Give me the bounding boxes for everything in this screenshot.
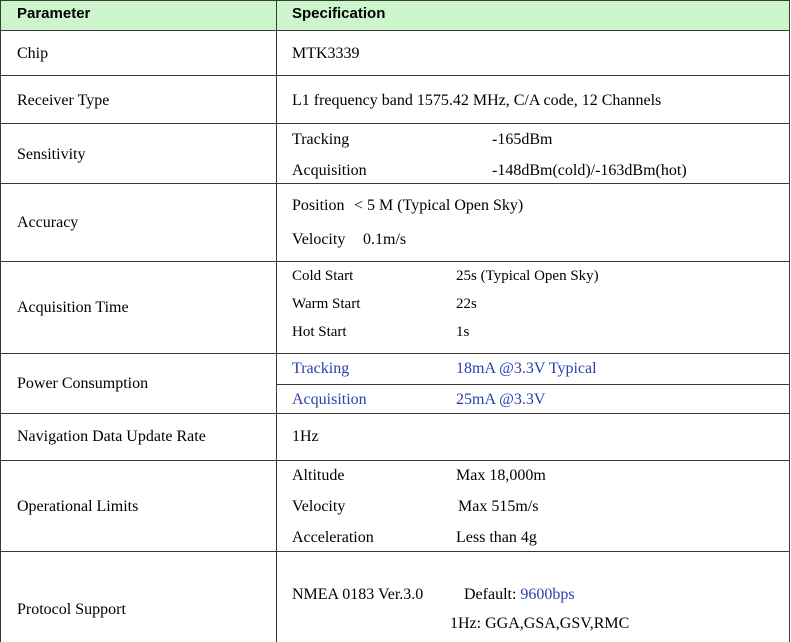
parameter-label: Power Consumption xyxy=(17,375,149,392)
parameter-label: Accuracy xyxy=(17,214,79,231)
spec-item-value: Max 18,000m xyxy=(456,467,546,484)
spec-item-value: < 5 M (Typical Open Sky) xyxy=(354,197,524,214)
parameter-label: Receiver Type xyxy=(17,92,110,109)
spec-item-value: -148dBm(cold)/-163dBm(hot) xyxy=(492,162,687,179)
spec-item-label: Hot Start xyxy=(292,324,347,340)
column-divider xyxy=(276,262,277,353)
column-divider xyxy=(276,184,277,261)
parameter-label: Protocol Support xyxy=(17,601,126,618)
parameter-label: Chip xyxy=(17,45,49,62)
column-divider xyxy=(276,76,277,123)
table-row-protocol-support xyxy=(0,551,790,642)
column-divider xyxy=(276,124,277,183)
spec-item-value: Max 515m/s xyxy=(458,498,539,515)
table-header-row xyxy=(0,0,790,30)
table-row-sensitivity xyxy=(0,123,790,183)
column-divider xyxy=(276,414,277,460)
protocol-name: NMEA 0183 Ver.3.0 xyxy=(292,586,424,603)
column-divider xyxy=(276,552,277,642)
spec-item-value: 25mA @3.3V xyxy=(456,391,546,408)
spec-item-value: 0.1m/s xyxy=(363,231,407,248)
default-baud-value: 9600bps xyxy=(520,586,575,603)
spec-item-label: Acquisition xyxy=(292,162,367,179)
spec-item-label: Cold Start xyxy=(292,268,354,284)
parameter-label: Operational Limits xyxy=(17,498,139,515)
column-divider xyxy=(276,31,277,75)
header-specification: Specification xyxy=(292,5,386,22)
spec-item-label: Warm Start xyxy=(292,296,361,312)
spec-item-value: 22s xyxy=(456,296,477,312)
spec-item-label: Velocity xyxy=(292,231,346,248)
parameter-label: Navigation Data Update Rate xyxy=(17,428,206,445)
spec-item-label: Acceleration xyxy=(292,529,374,546)
sub-row-divider xyxy=(277,384,789,385)
spec-item-label: Tracking xyxy=(292,360,350,377)
spec-item-label: Velocity xyxy=(292,498,346,515)
spec-value: L1 frequency band 1575.42 MHz, C/A code, 12 Channels xyxy=(292,92,662,109)
spec-value: 1Hz xyxy=(292,428,319,445)
table-row-operational-limits xyxy=(0,460,790,551)
table-row-update-rate xyxy=(0,413,790,460)
output-sentences: 1Hz: GGA,GSA,GSV,RMC xyxy=(450,615,630,632)
table-row-chip xyxy=(0,30,790,75)
default-label: Default: xyxy=(464,586,517,603)
spec-item-label: Altitude xyxy=(292,467,345,484)
table-row-power-consumption xyxy=(0,353,790,413)
table-row-accuracy xyxy=(0,183,790,261)
column-divider xyxy=(276,1,277,30)
spec-item-label: Tracking xyxy=(292,131,350,148)
column-divider xyxy=(276,461,277,551)
spec-item-value: 25s (Typical Open Sky) xyxy=(456,268,599,284)
spec-item-label: Position xyxy=(292,197,345,214)
spec-item-value: 18mA @3.3V Typical xyxy=(456,360,597,377)
spec-item-value: -165dBm xyxy=(492,131,553,148)
parameter-label: Acquisition Time xyxy=(17,299,129,316)
default-baud-line xyxy=(464,585,575,605)
spec-item-value: 1s xyxy=(456,324,470,340)
header-parameter: Parameter xyxy=(17,5,91,22)
parameter-label: Sensitivity xyxy=(17,146,86,163)
spec-item-label: Acquisition xyxy=(292,391,367,408)
table-row-receiver-type xyxy=(0,75,790,123)
table-row-acquisition-time xyxy=(0,261,790,353)
spec-value: MTK3339 xyxy=(292,45,360,62)
spec-item-value: Less than 4g xyxy=(456,529,537,546)
